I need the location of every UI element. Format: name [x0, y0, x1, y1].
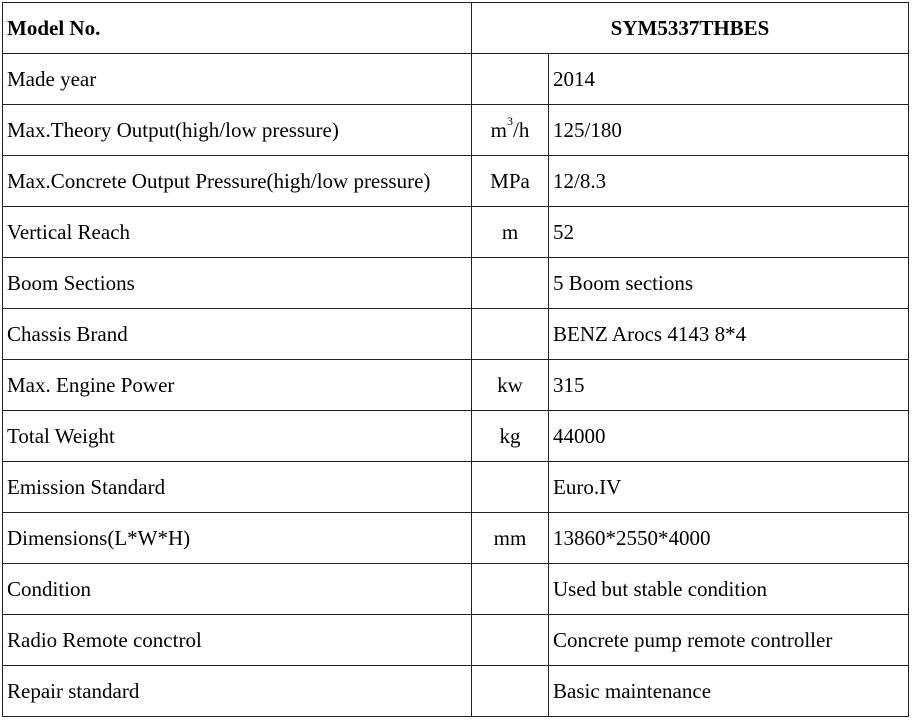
row-label: Max. Engine Power — [3, 360, 472, 411]
table-row — [3, 666, 909, 717]
row-label: Boom Sections — [3, 258, 472, 309]
table-header-row — [3, 3, 909, 54]
table-row — [3, 105, 909, 156]
row-unit — [472, 309, 549, 360]
row-value: 2014 — [549, 54, 909, 105]
row-value: 315 — [549, 360, 909, 411]
row-label: Max.Concrete Output Pressure(high/low pressure) — [3, 156, 472, 207]
row-label: Chassis Brand — [3, 309, 472, 360]
table-row — [3, 513, 909, 564]
table-row — [3, 258, 909, 309]
row-unit — [472, 564, 549, 615]
row-unit — [472, 258, 549, 309]
table-row — [3, 360, 909, 411]
row-label: Radio Remote conctrol — [3, 615, 472, 666]
row-label: Condition — [3, 564, 472, 615]
spec-table — [2, 2, 909, 717]
table-row — [3, 54, 909, 105]
table-row — [3, 309, 909, 360]
row-value: BENZ Arocs 4143 8*4 — [549, 309, 909, 360]
row-label: Dimensions(L*W*H) — [3, 513, 472, 564]
row-unit: kg — [472, 411, 549, 462]
row-label: Max.Theory Output(high/low pressure) — [3, 105, 472, 156]
row-unit: mm — [472, 513, 549, 564]
row-label: Made year — [3, 54, 472, 105]
table-row — [3, 207, 909, 258]
row-label: Vertical Reach — [3, 207, 472, 258]
row-unit: m — [472, 207, 549, 258]
row-value: 12/8.3 — [549, 156, 909, 207]
row-label: Total Weight — [3, 411, 472, 462]
row-value: 52 — [549, 207, 909, 258]
row-unit — [472, 615, 549, 666]
model-no-label: Model No. — [3, 3, 472, 54]
row-value: Euro.IV — [549, 462, 909, 513]
table-row — [3, 615, 909, 666]
row-value: 125/180 — [549, 105, 909, 156]
row-unit — [472, 462, 549, 513]
row-unit-m3h: $m^3/h$ — [472, 105, 549, 156]
row-value: 5 Boom sections — [549, 258, 909, 309]
row-unit — [472, 54, 549, 105]
row-label: Emission Standard — [3, 462, 472, 513]
row-value: Basic maintenance — [549, 666, 909, 717]
table-row — [3, 462, 909, 513]
row-label: Repair standard — [3, 666, 472, 717]
table-row — [3, 156, 909, 207]
row-unit: MPa — [472, 156, 549, 207]
row-unit — [472, 666, 549, 717]
row-value: 13860*2550*4000 — [549, 513, 909, 564]
row-unit: kw — [472, 360, 549, 411]
table-row — [3, 564, 909, 615]
row-value: Used but stable condition — [549, 564, 909, 615]
row-value: Concrete pump remote controller — [549, 615, 909, 666]
table-row — [3, 411, 909, 462]
row-value: 44000 — [549, 411, 909, 462]
model-no-value: SYM5337THBES — [472, 3, 909, 54]
